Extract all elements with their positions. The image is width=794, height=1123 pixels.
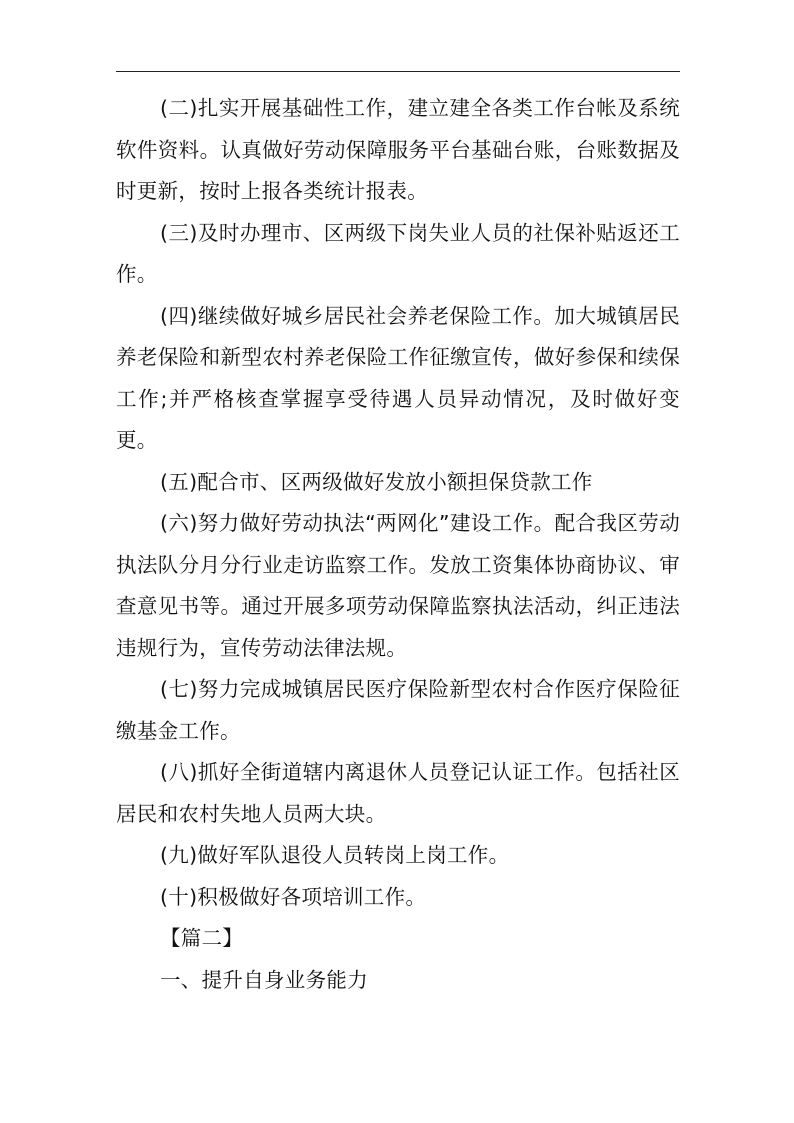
paragraph-item-10: (十)积极做好各项培训工作。 [160,884,427,909]
subsection-heading: 一、提升自身业务能力 [160,967,368,992]
paragraph-item-2: (二)扎实开展基础性工作，建立建全各类工作台帐及系统软件资料。认真做好劳动保障服务平台基础台账，台账数据及时更新，按时上报各类统计报表。 [116,96,680,203]
paragraph-item-7: (七)努力完成城镇居民医疗保险新型农村合作医疗保险征缴基金工作。 [116,677,680,743]
paragraph-item-9: (九)做好军队退役人员转岗上岗工作。 [160,843,510,867]
paragraph-item-4: (四)继续做好城乡居民社会养老保险工作。加大城镇居民养老保险和新型农村养老保险工作征缴宣传，做好参保和续保工作;并严格核查掌握享受待遇人员异动情况，及时做好变更。 [116,303,680,452]
paragraph-item-3: (三)及时办理市、区两级下岗失业人员的社保补贴返还工作。 [116,220,680,286]
section-heading: 【篇二】 [160,926,244,950]
header-rule [116,71,680,72]
paragraph-item-8: (八)抓好全街道辖内离退休人员登记认证工作。包括社区居民和农村失地人员两大块。 [116,760,680,826]
document-body [116,88,680,1001]
paragraph-item-6: (六)努力做好劳动执法“两网化”建设工作。配合我区劳动执法队分月分行业走访监察工作。发放工资集体协商协议、审查意见书等。通过开展多项劳动保障监察执法活动，纠正违法违规行为，宣传劳动法律法规。 [116,511,680,660]
paragraph-item-5: (五)配合市、区两级做好发放小额担保贷款工作 [160,469,593,494]
